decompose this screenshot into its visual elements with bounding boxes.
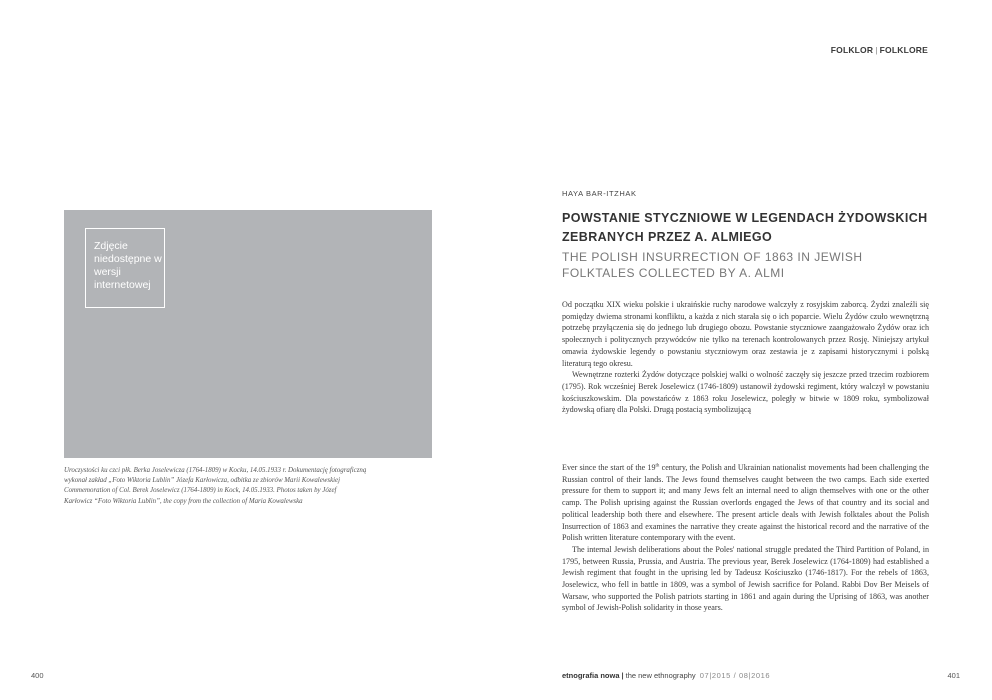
article-title-pl: POWSTANIE STYCZNIOWE W LEGENDACH ŻYDOWSKICH ZEBRANYCH PRZEZ A. ALMIEGO xyxy=(562,211,928,244)
journal-separator: | xyxy=(621,671,624,680)
caption-pl-line-2: wykonał zakład „Foto Wiktoria Lublin” Józefa Karłowicza, odbitka ze zbiorów Marii Kowalewskiej xyxy=(64,477,341,485)
article-author: HAYA BAR-ITZHAK xyxy=(562,189,637,198)
abstract-pl-paragraph-1: Od początku XIX wieku polskie i ukraińskie ruchy narodowe walczyły z rosyjskim zaborcą. Żydzi znaleźli się pomiędzy dwiema stronami konfliktu, a każda z nich starała się o ich poparcie. Wielu Żydów czuło wewnętrzną potrzebę przyłączenia się do jednego lub drugiego obozu. Powstanie styczniowe zaangażowało Żydów oraz ich społecznych i politycznych przywódców nie tylko na terenach kontrolowanych przez Rosję. Niniejszy artykuł omawia żydowskie legendy o powstaniu styczniowym oraz zestawia je z zapisami historycznymi i polską literaturą tego okresu. xyxy=(562,300,929,368)
caption-en-line-2: Karłowicz “Foto Wiktoria Lublin”, the copy from the collection of Maria Kowalewska xyxy=(64,497,303,505)
abstract-en-paragraph-1 xyxy=(562,462,929,544)
section-label-pl: FOLKLOR xyxy=(830,45,874,55)
abstract-pl-paragraph-2: Wewnętrzne rozterki Żydów dotyczące polskiej walki o wolność zaczęły się jeszcze przed trzecim rozbiorem (1795). Rok wcześniej Berek Joselewicz (1746-1809) ustanowił żydowski regiment, który walczył w powstaniu kościuszkowskim. Dla powstańców z 1863 roku Joselewicz, poległy w bitwie w 1809 roku, symbolizował żydowską ofiarę dla Polski. Drugą postacią symbolizującą xyxy=(562,370,929,415)
photo-placeholder xyxy=(64,210,432,458)
page-number-left: 400 xyxy=(31,671,44,680)
page-number-right: 401 xyxy=(947,671,960,680)
journal-name-en: the new ethnography xyxy=(625,671,696,680)
abstract-en-rest: century, the Polish and Ukrainian nationalist movements had been challenging the Russian control of their lands. The Jews found themselves caught between the two camps. Each side exerted pressure for them to support it; and many Jews felt an internal need to align themselves with one or the other camp. The Polish uprising against the Russian overlords engaged the Jews of that country and its social and political leadership both there and elsewhere. The present article deals with Jewish folktales about the Polish Insurrection of 1863 and examines the narrative they create against the historical record and the narrative of the Polish written literature contemporary with the event. xyxy=(562,463,929,543)
abstract-pl xyxy=(562,299,929,416)
section-separator: | xyxy=(875,45,878,55)
photo-unavailable-notice: Zdjęcie niedostępne w wersji internetowej xyxy=(85,228,165,308)
journal-footer xyxy=(562,671,770,680)
journal-issue: 07|2015 / 08|2016 xyxy=(699,671,771,680)
section-label-en: FOLKLORE xyxy=(879,45,928,55)
abstract-en xyxy=(562,462,929,614)
caption-pl-line-1: Uroczystości ku czci płk. Berka Joselewicza (1764-1809) w Kocku, 14.05.1933 r. Dokumentację fotograficzną xyxy=(64,467,367,474)
abstract-en-paragraph-2: The internal Jewish deliberations about the Poles' national struggle predated the Third Partition of Poland, in 1795, between Russia, Prussia, and Austria. The previous year, Berek Joselewicz (1764-1809) had established a Jewish regiment that fought in the uprising led by Tadeusz Kościuszko (1746-1817). For the rebels of 1863, Joselewicz, who fell in battle in 1809, was a symbol of Jewish sacrifice for Poland. Rabbi Dov Ber Meisels of Warsaw, who supported the Polish patriots starting in 1861 and again during the Uprising of 1863, was another symbol of Jewish-Polish solidarity in those years. xyxy=(562,544,929,613)
article-title-en: THE POLISH INSURRECTION OF 1863 IN JEWISH FOLKTALES COLLECTED BY A. ALMI xyxy=(562,250,863,280)
photo-caption xyxy=(64,466,434,507)
abstract-en-sup: th xyxy=(655,463,660,469)
journal-name-pl: etnografia nowa xyxy=(562,671,620,680)
section-label xyxy=(831,45,928,55)
abstract-en-prefix: Ever since the start of the 19 xyxy=(562,463,656,472)
caption-en-line-1: Commemoration of Col. Berek Joselewicz (1764-1809) in Kock, 14.05.1933. Photos taken by Józef xyxy=(64,487,337,495)
